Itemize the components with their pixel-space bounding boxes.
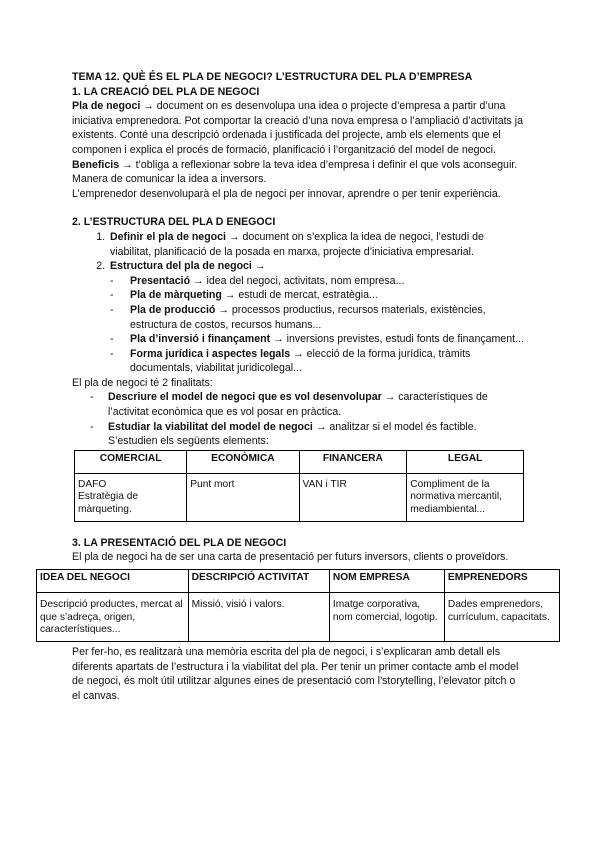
table-header: DESCRIPCIÓ ACTIVITAT (188, 570, 329, 593)
table-cell: Imatge corporativa, nom comercial, logotip. (329, 593, 444, 642)
structure-list (72, 230, 524, 376)
list-item (108, 390, 524, 419)
term-estructura: Estructura del pla de negoci (110, 260, 252, 273)
sub-term: Pla de producció (130, 303, 216, 316)
table-header: COMERCIAL (75, 450, 187, 473)
table-header: LEGAL (407, 450, 524, 473)
list-item (128, 288, 524, 303)
table-row (37, 593, 560, 642)
table-cell: DAFO Estratègia de màrqueting. (75, 473, 187, 521)
section-2-heading: 2. L’ESTRUCTURA DEL PLA D ENEGOCI (72, 216, 276, 229)
list-item (128, 303, 524, 332)
list-item (128, 332, 524, 347)
table-header: FINANCERA (299, 450, 407, 473)
table-cell: Punt mort (187, 473, 299, 521)
sub-text: → elecció de la forma jurídica, tràmits documentals, viabilitat juridicolegal... (130, 347, 471, 375)
list-item (108, 259, 524, 376)
presentation-table (36, 569, 560, 642)
finalitat-text: → característiques de l’activitat econòmica que es vol posar en pràctica. (108, 391, 488, 419)
term-beneficis: Beneficis (72, 158, 120, 171)
table-header-row (37, 570, 560, 593)
sub-term: Forma jurídica i aspectes legals (130, 347, 291, 360)
table-header-row (75, 450, 524, 473)
sub-text: → estudi de mercat, estratègia... (221, 289, 378, 302)
finalitat-term: Descriure el model de negoci que es vol desenvolupar (108, 391, 382, 404)
sub-term: Presentació (130, 274, 191, 287)
table-cell: Missió, visió i valors. (188, 593, 329, 642)
definition-definir: → document on s’explica la idea de negoci, l’estudi de viabilitat, planificació de la posada en marxa, projecte d’iniciativa empresarial. (110, 230, 484, 258)
list-item (128, 274, 524, 289)
document-body (40, 70, 550, 703)
section-3-heading: 3. LA PRESENTACIÓ DEL PLA DE NEGOCI (72, 536, 287, 549)
table-header: ECONÒMICA (187, 450, 299, 473)
finalitats-intro: El pla de negoci té 2 finalitats: (72, 376, 213, 389)
viability-table (74, 450, 524, 522)
list-item (108, 420, 524, 449)
finalitat-term: Estudiar la viabilitat del model de negoci (108, 420, 313, 433)
table-cell: VAN i TIR (299, 473, 407, 521)
definition-estructura: → (251, 260, 266, 273)
definition-pla-de-negoci: → document on es desenvolupa una idea o projecte d’empresa a partir d’una iniciativa emprenedora. Pot comportar la creació d’una nova empresa o l’ampliació d’activitats ja existents. Conté una descripció ordenada i justificada del projecte, amb els elements que el componen i explica el procés de formació, planificació i l’organització del model de negoci. (72, 100, 524, 156)
table-header: NOM EMPRESA (329, 570, 444, 593)
table-cell: Compliment de la normativa mercantil, mediambiental... (407, 473, 524, 521)
list-item (128, 347, 524, 376)
finalitats-list (72, 390, 524, 448)
table-cell: Descripció productes, mercat al que s’adreça, origen, característiques... (37, 593, 189, 642)
sub-term: Pla de màrqueting (130, 289, 222, 302)
presentation-intro: El pla de negoci ha de ser una carta de presentació per futurs inversors, clients o proveïdors. (72, 551, 509, 564)
sub-term: Pla d’inversió i finançament (130, 333, 271, 346)
term-pla-de-negoci: Pla de negoci (72, 100, 141, 113)
paragraph-pla-de-negoci (72, 99, 524, 157)
sub-text: → idea del negoci, activitats, nom empresa... (190, 274, 405, 287)
term-definir: Definir el pla de negoci (110, 230, 226, 243)
finalitat-text: → analitzar si el model és factible. S’estudien els següents elements: (108, 420, 477, 448)
table-cell: Dades emprenedors, currículum, capacitats. (444, 593, 559, 642)
definition-beneficis: → t’obliga a reflexionar sobre la teva idea d’empresa i definir el que vols aconseguir. Manera de comunicar la idea a inversors. (72, 158, 518, 186)
paragraph-emprenedor: L’emprenedor desenvoluparà el pla de negoci per innovar, aprendre o per tenir experiència. (72, 187, 501, 200)
table-header: EMPRENEDORS (444, 570, 559, 593)
section-1-heading: 1. LA CREACIÓ DEL PLA DE NEGOCI (72, 85, 260, 98)
sub-text: → inversions previstes, estudi fonts de finançament... (270, 333, 524, 346)
table-row (75, 473, 524, 521)
table-header: IDEA DEL NEGOCI (37, 570, 189, 593)
document-title: TEMA 12. QUÈ ÉS EL PLA DE NEGOCI? L’ESTRUCTURA DEL PLA D’EMPRESA (72, 71, 473, 83)
presentation-outro: Per fer-ho, es realitzarà una memòria escrita del pla de negoci, i s’explicaran amb detall els diferents apartats de l’estructura i la viabilitat del pla. Per tenir un primer contacte amb el model de negoci, és molt útil utilitzar algunes eines de presentació com l’storytelling, l’elevator pitch o el canvas. (72, 646, 519, 702)
sub-text: → processos productius, recursos materials, existències, estructura de costos, recursos humans... (130, 303, 486, 331)
paragraph-beneficis (72, 158, 524, 187)
list-item (108, 230, 524, 259)
structure-sublist (74, 274, 524, 376)
